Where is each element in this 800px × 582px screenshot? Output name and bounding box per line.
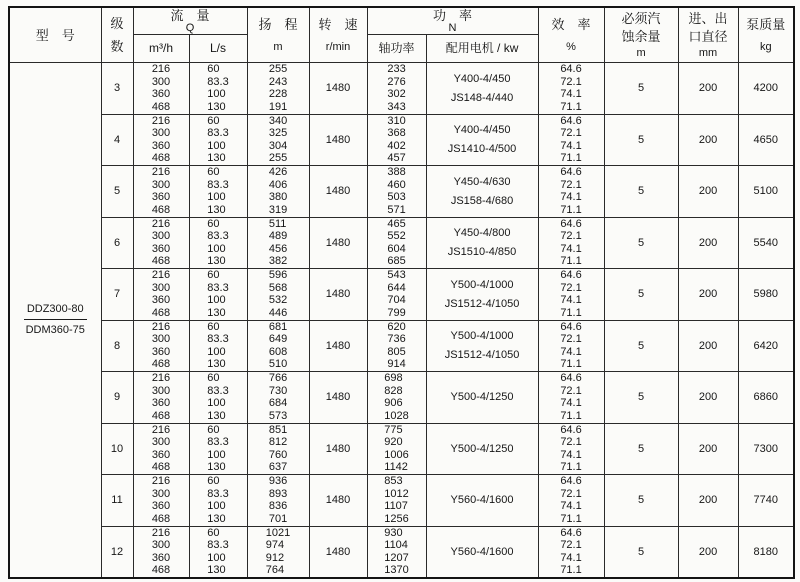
stages-cell: 8 xyxy=(101,320,133,372)
power-symbol: N xyxy=(448,22,457,34)
stages-cell: 4 xyxy=(101,114,133,166)
model-cell xyxy=(9,63,101,578)
header-flow: 流 量 Q xyxy=(133,7,247,35)
npsh-cell: 5 xyxy=(604,526,678,578)
flow-m3h-cell: 216 300 360 468 xyxy=(133,166,189,218)
table-row xyxy=(9,217,794,269)
table-header xyxy=(9,7,794,63)
efficiency-unit: % xyxy=(566,41,576,53)
stages-cell: 5 xyxy=(101,166,133,218)
shaft-power-cell: 465 552 604 685 xyxy=(367,217,426,269)
shaft-power-cell: 698 828 906 1028 xyxy=(367,372,426,424)
shaft-power-cell: 310 368 402 457 xyxy=(367,114,426,166)
table-row xyxy=(9,526,794,578)
flow-m3h-cell: 216 300 360 468 xyxy=(133,423,189,475)
flow-ls-cell: 60 83.3 100 130 xyxy=(189,372,247,424)
header-flow-m3h: m³/h xyxy=(133,35,189,63)
npsh-unit: m xyxy=(636,47,646,59)
flow-ls-cell: 60 83.3 100 130 xyxy=(189,269,247,321)
motor-cell: Y560-4/1600 xyxy=(426,475,538,527)
npsh-cell: 5 xyxy=(604,269,678,321)
flow-symbol: Q xyxy=(185,22,195,34)
table-row xyxy=(9,320,794,372)
shaft-power-cell: 233 276 302 343 xyxy=(367,63,426,115)
header-model: 型 号 xyxy=(9,7,101,63)
motor-cell: Y500-4/1250 xyxy=(426,423,538,475)
diameter-cell: 200 xyxy=(678,269,738,321)
motor-cell: Y450-4/800 JS1510-4/850 xyxy=(426,217,538,269)
speed-cell: 1480 xyxy=(309,63,367,115)
efficiency-cell: 64.6 72.1 74.1 71.1 xyxy=(538,114,604,166)
flow-m3h-cell: 216 300 360 468 xyxy=(133,217,189,269)
npsh-cell: 5 xyxy=(604,63,678,115)
flow-ls-cell: 60 83.3 100 130 xyxy=(189,114,247,166)
stages-cell: 3 xyxy=(101,63,133,115)
diameter-cell: 200 xyxy=(678,526,738,578)
head-cell: 596 568 532 446 xyxy=(247,269,309,321)
speed-cell: 1480 xyxy=(309,166,367,218)
flow-ls-cell: 60 83.3 100 130 xyxy=(189,475,247,527)
diameter-cell: 200 xyxy=(678,320,738,372)
model-top: DDZ300-80 xyxy=(24,303,87,320)
shaft-power-cell: 543 644 704 799 xyxy=(367,269,426,321)
efficiency-cell: 64.6 72.1 74.1 71.1 xyxy=(538,526,604,578)
npsh-cell: 5 xyxy=(604,217,678,269)
npsh-cell: 5 xyxy=(604,372,678,424)
head-cell: 426 406 380 319 xyxy=(247,166,309,218)
header-diameter: 进、出 口直径 mm xyxy=(678,7,738,63)
head-cell: 255 243 228 191 xyxy=(247,63,309,115)
mass-cell: 5540 xyxy=(738,217,794,269)
diameter-cell: 200 xyxy=(678,63,738,115)
shaft-power-cell: 930 1104 1207 1370 xyxy=(367,526,426,578)
efficiency-cell: 64.6 72.1 74.1 71.1 xyxy=(538,63,604,115)
head-cell: 936 893 836 701 xyxy=(247,475,309,527)
motor-cell: Y450-4/630 JS158-4/680 xyxy=(426,166,538,218)
table-row xyxy=(9,114,794,166)
npsh-cell: 5 xyxy=(604,166,678,218)
speed-cell: 1480 xyxy=(309,320,367,372)
header-flow-ls: L/s xyxy=(189,35,247,63)
npsh-cell: 5 xyxy=(604,320,678,372)
stages-cell: 11 xyxy=(101,475,133,527)
npsh-cell: 5 xyxy=(604,114,678,166)
table-row xyxy=(9,269,794,321)
speed-cell: 1480 xyxy=(309,114,367,166)
speed-cell: 1480 xyxy=(309,372,367,424)
header-shaft-power: 轴功率 xyxy=(367,35,426,63)
motor-cell: Y500-4/1000 JS1512-4/1050 xyxy=(426,320,538,372)
shaft-power-cell: 388 460 503 571 xyxy=(367,166,426,218)
flow-m3h-cell: 216 300 360 468 xyxy=(133,269,189,321)
shaft-power-cell: 853 1012 1107 1256 xyxy=(367,475,426,527)
flow-ls-cell: 60 83.3 100 130 xyxy=(189,423,247,475)
stages-cell: 9 xyxy=(101,372,133,424)
mass-cell: 7300 xyxy=(738,423,794,475)
flow-ls-cell: 60 83.3 100 130 xyxy=(189,166,247,218)
efficiency-cell: 64.6 72.1 74.1 71.1 xyxy=(538,217,604,269)
efficiency-cell: 64.6 72.1 74.1 71.1 xyxy=(538,269,604,321)
mass-cell: 6420 xyxy=(738,320,794,372)
npsh-cell: 5 xyxy=(604,423,678,475)
head-cell: 1021 974 912 764 xyxy=(247,526,309,578)
stages-cell: 7 xyxy=(101,269,133,321)
speed-cell: 1480 xyxy=(309,217,367,269)
shaft-power-cell: 620 736 805 914 xyxy=(367,320,426,372)
motor-cell: Y400-4/450 JS148-4/440 xyxy=(426,63,538,115)
efficiency-cell: 64.6 72.1 74.1 71.1 xyxy=(538,166,604,218)
flow-ls-cell: 60 83.3 100 130 xyxy=(189,217,247,269)
mass-cell: 5980 xyxy=(738,269,794,321)
header-head: 扬 程 m xyxy=(247,7,309,63)
mass-cell: 4650 xyxy=(738,114,794,166)
stages-cell: 10 xyxy=(101,423,133,475)
efficiency-cell: 64.6 72.1 74.1 71.1 xyxy=(538,320,604,372)
pump-spec-table xyxy=(8,6,795,579)
npsh-cell: 5 xyxy=(604,475,678,527)
efficiency-cell: 64.6 72.1 74.1 71.1 xyxy=(538,475,604,527)
table-body xyxy=(9,63,794,578)
motor-cell: Y500-4/1250 xyxy=(426,372,538,424)
header-stages: 级 数 xyxy=(101,7,133,63)
table-row xyxy=(9,372,794,424)
model-designation xyxy=(24,303,87,336)
diameter-unit: mm xyxy=(698,47,718,59)
header-mass: 泵质量 kg xyxy=(738,7,794,63)
speed-unit: r/min xyxy=(325,41,351,53)
head-cell: 340 325 304 255 xyxy=(247,114,309,166)
flow-m3h-cell: 216 300 360 468 xyxy=(133,372,189,424)
diameter-cell: 200 xyxy=(678,217,738,269)
mass-cell: 6860 xyxy=(738,372,794,424)
speed-cell: 1480 xyxy=(309,475,367,527)
mass-cell: 8180 xyxy=(738,526,794,578)
header-motor: 配用电机 / kw xyxy=(426,35,538,63)
shaft-power-cell: 775 920 1006 1142 xyxy=(367,423,426,475)
header-speed: 转 速 r/min xyxy=(309,7,367,63)
flow-m3h-cell: 216 300 360 468 xyxy=(133,63,189,115)
head-cell: 766 730 684 573 xyxy=(247,372,309,424)
flow-ls-cell: 60 83.3 100 130 xyxy=(189,63,247,115)
mass-cell: 5100 xyxy=(738,166,794,218)
model-bottom: DDM360-75 xyxy=(25,324,85,337)
table-row xyxy=(9,63,794,115)
stages-cell: 12 xyxy=(101,526,133,578)
flow-ls-cell: 60 83.3 100 130 xyxy=(189,526,247,578)
table-row xyxy=(9,166,794,218)
header-power: 功 率 N xyxy=(367,7,538,35)
table-row xyxy=(9,475,794,527)
head-cell: 681 649 608 510 xyxy=(247,320,309,372)
mass-cell: 7740 xyxy=(738,475,794,527)
efficiency-cell: 64.6 72.1 74.1 71.1 xyxy=(538,372,604,424)
diameter-cell: 200 xyxy=(678,166,738,218)
motor-cell: Y560-4/1600 xyxy=(426,526,538,578)
flow-m3h-cell: 216 300 360 468 xyxy=(133,114,189,166)
header-efficiency: 效 率 % xyxy=(538,7,604,63)
flow-m3h-cell: 216 300 360 468 xyxy=(133,320,189,372)
motor-cell: Y400-4/450 JS1410-4/500 xyxy=(426,114,538,166)
mass-cell: 4200 xyxy=(738,63,794,115)
stages-cell: 6 xyxy=(101,217,133,269)
flow-ls-cell: 60 83.3 100 130 xyxy=(189,320,247,372)
head-unit: m xyxy=(273,41,283,53)
table-row xyxy=(9,423,794,475)
header-npsh: 必须汽 蚀余量 m xyxy=(604,7,678,63)
diameter-cell: 200 xyxy=(678,423,738,475)
diameter-cell: 200 xyxy=(678,475,738,527)
flow-m3h-cell: 216 300 360 468 xyxy=(133,526,189,578)
motor-cell: Y500-4/1000 JS1512-4/1050 xyxy=(426,269,538,321)
speed-cell: 1480 xyxy=(309,526,367,578)
head-cell: 511 489 456 382 xyxy=(247,217,309,269)
flow-m3h-cell: 216 300 360 468 xyxy=(133,475,189,527)
speed-cell: 1480 xyxy=(309,423,367,475)
mass-unit: kg xyxy=(759,41,772,53)
diameter-cell: 200 xyxy=(678,114,738,166)
diameter-cell: 200 xyxy=(678,372,738,424)
speed-cell: 1480 xyxy=(309,269,367,321)
efficiency-cell: 64.6 72.1 74.1 71.1 xyxy=(538,423,604,475)
head-cell: 851 812 760 637 xyxy=(247,423,309,475)
